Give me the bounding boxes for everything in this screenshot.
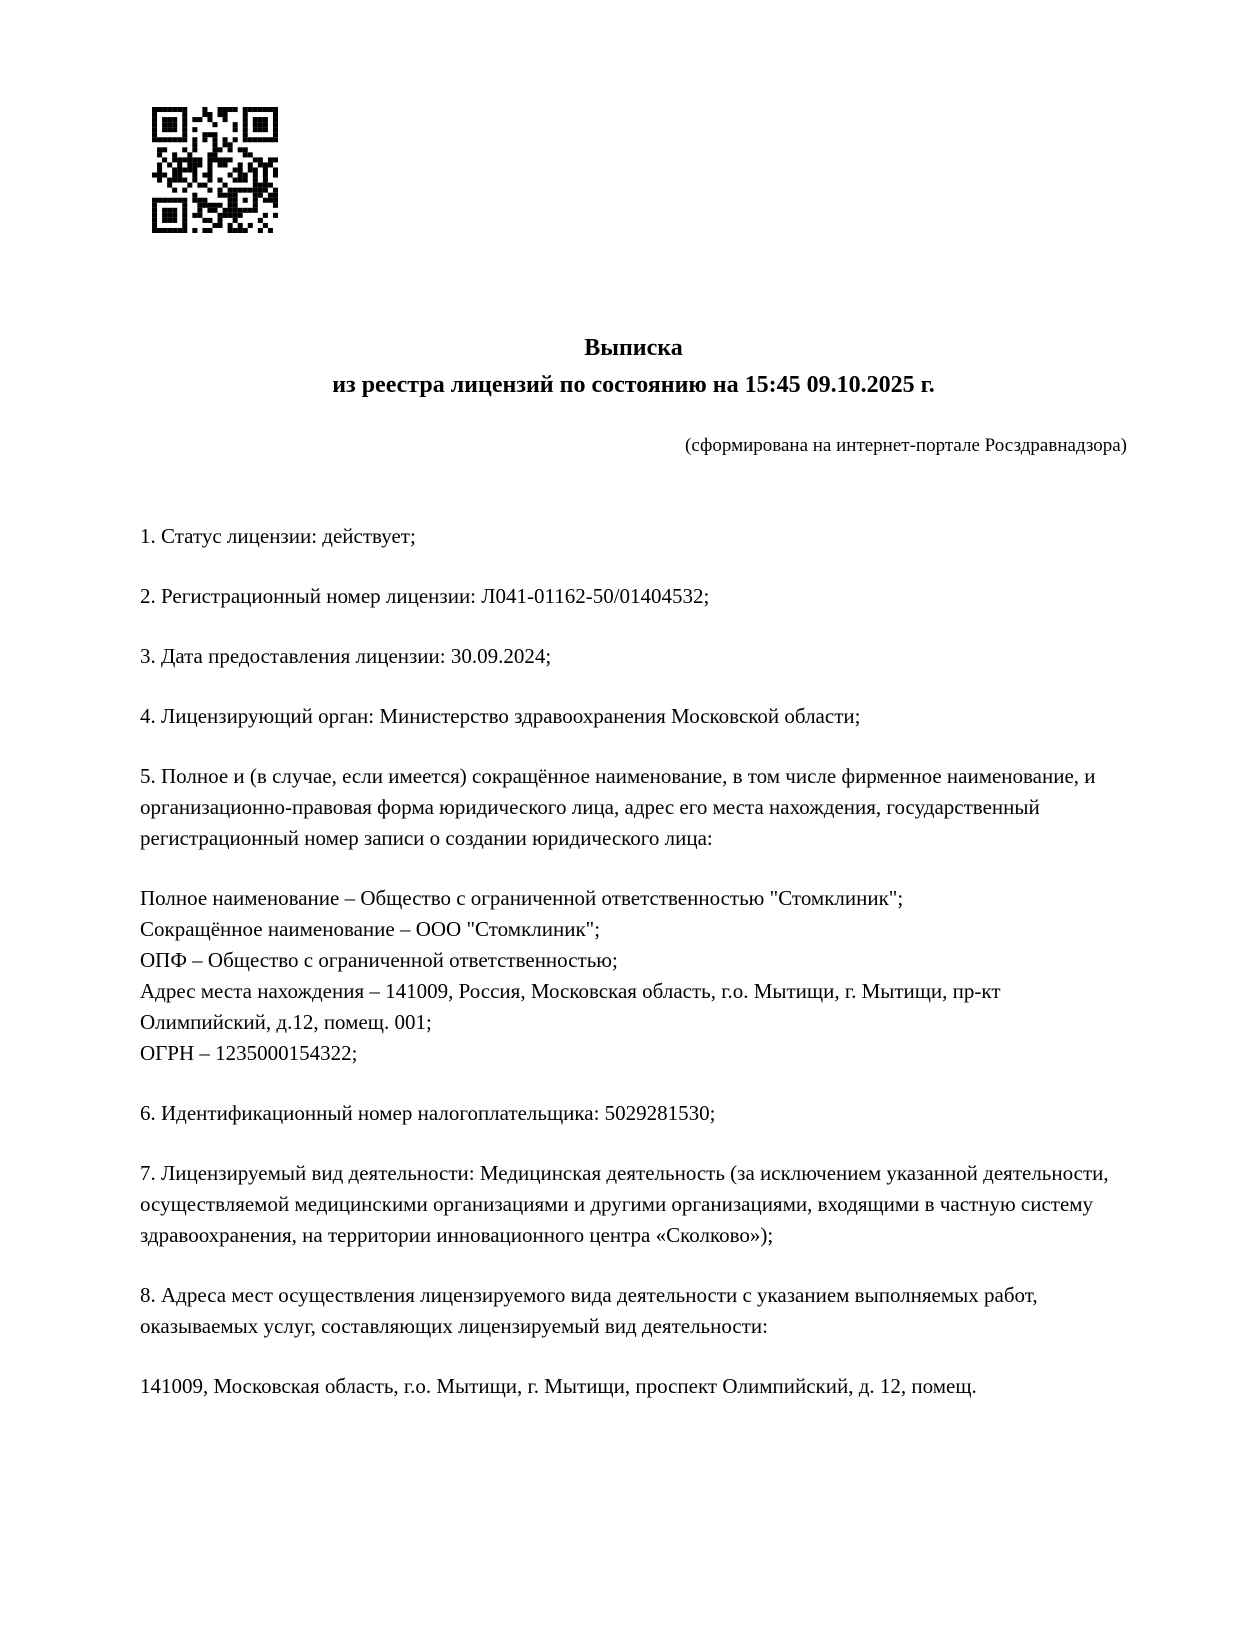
org-short-name: Сокращённое наименование – ООО "Стомклиник"; [140,917,601,941]
org-address: Адрес места нахождения – 141009, Россия, Московская область, г.о. Мытищи, г. Мытищи, пр-кт Олимпийский, д.12, помещ. 001; [140,979,1001,1034]
paragraph-license-status: 1. Статус лицензии: действует; [140,524,416,548]
qr-code-image [152,107,278,233]
document-title [140,330,1127,404]
org-legal-form: ОПФ – Общество с ограниченной ответственностью; [140,948,618,972]
org-ogrn: ОГРН – 1235000154322; [140,1041,358,1065]
org-full-name: Полное наименование – Общество с ограниченной ответственностью "Стомклиник"; [140,886,904,910]
paragraph-inn: 6. Идентификационный номер налогоплательщика: 5029281530; [140,1101,716,1125]
paragraph-activity-addresses-heading: 8. Адреса мест осуществления лицензируемого вида деятельности с указанием выполняемых работ, оказываемых услуг, составляющих лицензируемый вид деятельности: [140,1283,1038,1338]
paragraph-grant-date: 3. Дата предоставления лицензии: 30.09.2024; [140,644,552,668]
paragraph-licensed-activity: 7. Лицензируемый вид деятельности: Медицинская деятельность (за исключением указанной деятельности, осуществляемой медицинскими организациями и другими организациями, входящими в частную систему здравоохранения, на территории инновационного центра «Сколково»); [140,1161,1109,1247]
paragraph-licensing-authority: 4. Лицензирующий орган: Министерство здравоохранения Московской области; [140,704,861,728]
paragraph-registration-number: 2. Регистрационный номер лицензии: Л041-01162-50/01404532; [140,584,710,608]
title-line-2: из реестра лицензий по состоянию на 15:45 09.10.2025 г. [332,372,935,398]
title-line-1: Выписка [584,335,683,361]
document-subtitle: (сформирована на интернет-портале Росздравнадзора) [685,435,1127,456]
org-details-block [140,883,1127,1069]
document-body [140,521,1127,1402]
qr-code-icon [152,107,278,233]
paragraph-activity-address: 141009, Московская область, г.о. Мытищи, г. Мытищи, проспект Олимпийский, д. 12, помещ. [140,1374,977,1398]
paragraph-org-info-heading: 5. Полное и (в случае, если имеется) сокращённое наименование, в том числе фирменное наименование, и организационно-правовая форма юридического лица, адрес его места нахождения, государственный регистрационный номер записи о создании юридического лица: [140,764,1096,850]
